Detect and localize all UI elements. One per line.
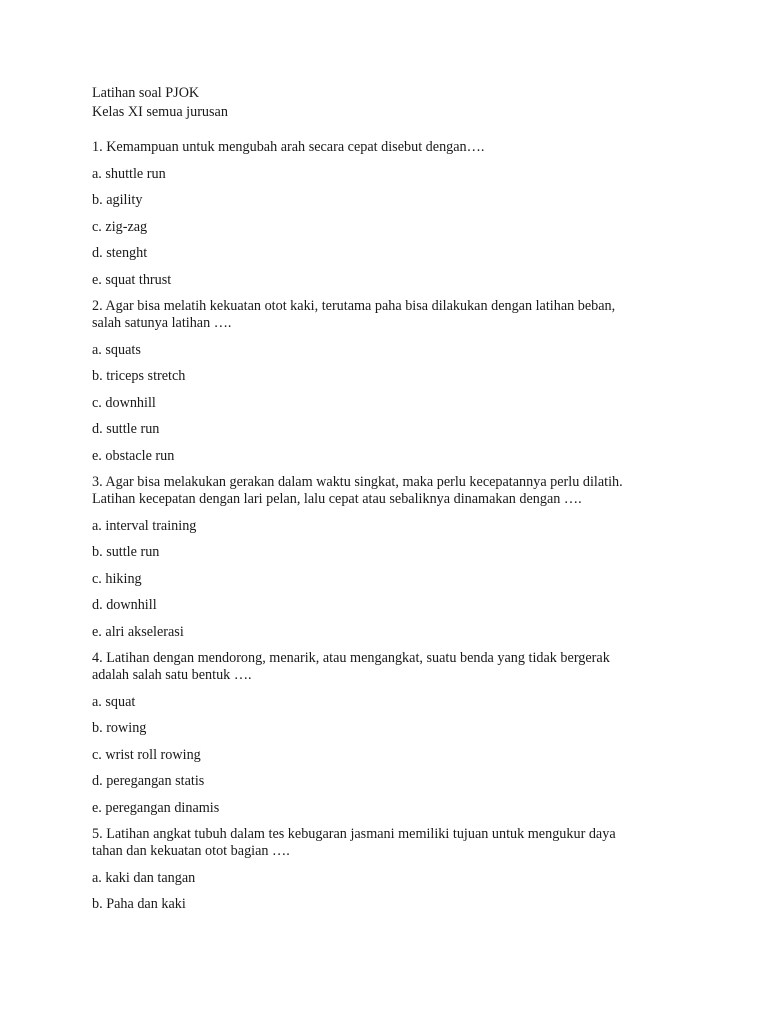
answer-option: b. agility (92, 192, 143, 208)
answer-option: d. peregangan statis (92, 773, 205, 789)
question-text-line: adalah salah satu bentuk …. (92, 667, 252, 683)
question-4 (92, 650, 692, 817)
question-2 (92, 298, 692, 465)
answer-option: b. triceps stretch (92, 368, 186, 384)
answer-option: a. shuttle run (92, 165, 166, 182)
question-text-line: 2. Agar bisa melatih kekuatan otot kaki, terutama paha bisa dilakukan dengan latihan beban, (92, 298, 616, 314)
question-text (92, 298, 692, 332)
question-text (92, 474, 692, 508)
answer-option: c. wrist roll rowing (92, 746, 201, 763)
answer-option: d. suttle run (92, 421, 160, 437)
answer-option: a. kaki dan tangan (92, 869, 196, 886)
question-text-line: 3. Agar bisa melakukan gerakan dalam waktu singkat, maka perlu kecepatannya perlu dilatih. (92, 474, 623, 490)
question-text-line: 5. Latihan angkat tubuh dalam tes kebugaran jasmani memiliki tujuan untuk mengukur daya (92, 826, 616, 842)
question-text: 1. Kemampuan untuk mengubah arah secara cepat disebut dengan…. (92, 139, 485, 155)
answer-option: e. obstacle run (92, 447, 175, 464)
answer-option: c. hiking (92, 570, 142, 587)
answer-option: d. downhill (92, 597, 157, 613)
document-header (92, 84, 228, 122)
question-text-line: tahan dan kekuatan otot bagian …. (92, 843, 290, 859)
document-title: Latihan soal PJOK (92, 85, 200, 101)
question-5 (92, 826, 692, 913)
answer-option: a. interval training (92, 517, 197, 534)
answer-option: a. squat (92, 693, 136, 710)
answer-option: a. squats (92, 341, 141, 358)
question-text-line: Latihan kecepatan dengan lari pelan, lalu cepat atau sebaliknya dinamakan dengan …. (92, 491, 582, 507)
question-3 (92, 474, 692, 641)
document-subtitle: Kelas XI semua jurusan (92, 104, 228, 120)
answer-option: b. suttle run (92, 544, 160, 560)
answer-option: e. squat thrust (92, 271, 172, 288)
question-text (92, 826, 692, 860)
answer-option: d. stenght (92, 245, 148, 261)
question-1 (92, 139, 692, 289)
answer-option: e. alri akselerasi (92, 623, 184, 640)
answer-option: b. Paha dan kaki (92, 896, 186, 912)
question-text-line: salah satunya latihan …. (92, 315, 232, 331)
question-text-line: 4. Latihan dengan mendorong, menarik, atau mengangkat, suatu benda yang tidak bergerak (92, 650, 610, 666)
question-list (92, 139, 692, 923)
question-text (92, 650, 692, 684)
answer-option: e. peregangan dinamis (92, 799, 220, 816)
answer-option: c. downhill (92, 394, 156, 411)
answer-option: b. rowing (92, 720, 147, 736)
answer-option: c. zig-zag (92, 218, 148, 235)
